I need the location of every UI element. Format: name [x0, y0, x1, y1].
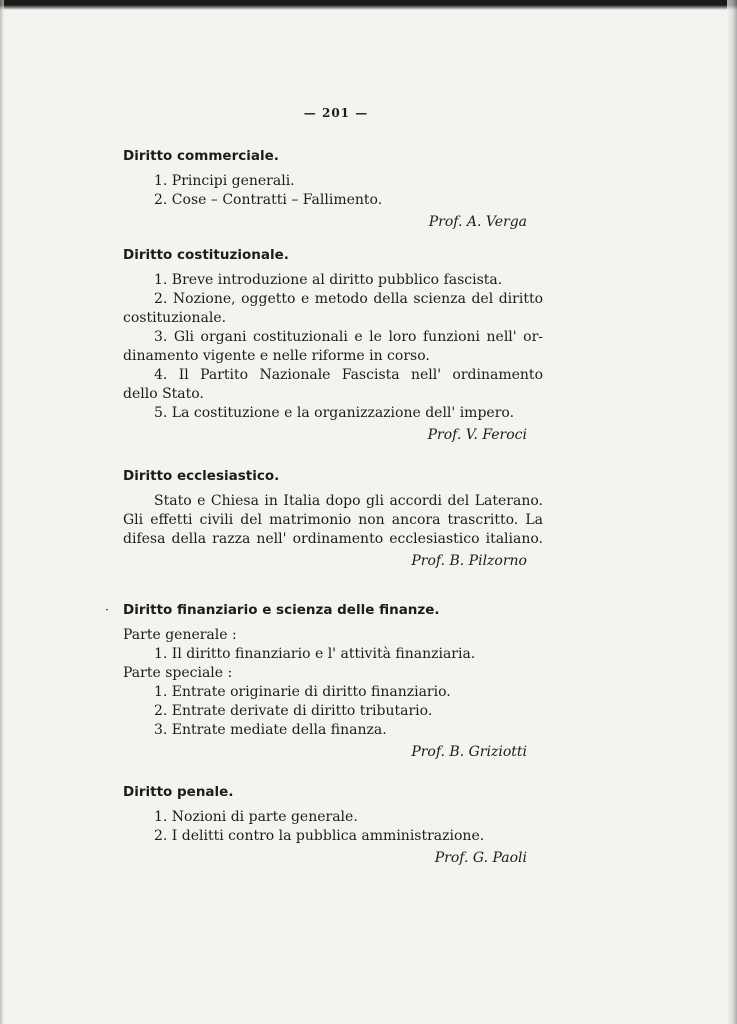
text-line: 1. Il diritto finanziario e l' attività finanziaria.	[154, 646, 476, 662]
text-line: dinamento vigente e nelle riforme in corso.	[123, 348, 430, 364]
professor-name: Prof. B. Pilzorno	[411, 553, 527, 569]
text-line: dello Stato.	[123, 386, 204, 402]
section-diritto-commerciale	[123, 146, 543, 232]
text-line: Parte generale :	[123, 627, 237, 643]
section-heading: Diritto commerciale.	[123, 148, 279, 164]
stray-dot: ·	[105, 603, 109, 617]
text-line: 3. Gli organi costituzionali e le loro funzioni nell' or-	[154, 329, 543, 345]
section-heading: Diritto costituzionale.	[123, 247, 289, 263]
text-line: 1. Principi generali.	[154, 173, 295, 189]
professor-name: Prof. V. Feroci	[427, 427, 527, 443]
text-line: Stato e Chiesa in Italia dopo gli accordi del Laterano.	[154, 493, 543, 509]
professor-name: Prof. G. Paoli	[434, 850, 527, 866]
section-heading: Diritto finanziario e scienza delle finanze.	[123, 602, 440, 618]
professor-name: Prof. A. Verga	[428, 214, 527, 230]
section-heading: Diritto penale.	[123, 784, 234, 800]
professor-name: Prof. B. Griziotti	[411, 744, 527, 760]
page-number: — 201 —	[303, 106, 369, 120]
text-line: 1. Entrate originarie di diritto finanziario.	[154, 684, 451, 700]
text-line: Gli effetti civili del matrimonio non ancora trascritto. La	[123, 512, 543, 528]
section-diritto-costituzionale	[123, 245, 543, 445]
text-line: 2. I delitti contro la pubblica amministrazione.	[154, 828, 485, 844]
section-heading: Diritto ecclesiastico.	[123, 468, 280, 484]
section-diritto-finanziario	[123, 600, 543, 762]
text-line: 2. Cose – Contratti – Fallimento.	[154, 192, 383, 208]
section-diritto-penale	[123, 782, 543, 868]
text-line: costituzionale.	[123, 310, 227, 326]
text-line: 1. Breve introduzione al diritto pubblico fascista.	[154, 272, 503, 288]
section-diritto-ecclesiastico	[123, 466, 543, 571]
text-line: 4. Il Partito Nazionale Fascista nell' ordinamento	[154, 367, 543, 383]
text-line: 1. Nozioni di parte generale.	[154, 809, 358, 825]
text-line: 2. Nozione, oggetto e metodo della scienza del diritto	[154, 291, 543, 307]
text-line: 2. Entrate derivate di diritto tributario.	[154, 703, 433, 719]
scan-right-edge	[727, 0, 737, 1024]
scan-top-edge	[0, 0, 737, 10]
text-line: difesa della razza nell' ordinamento ecclesiastico italiano.	[123, 531, 543, 547]
text-line: 3. Entrate mediate della finanza.	[154, 722, 387, 738]
scan-left-edge	[0, 0, 4, 1024]
text-line: 5. La costituzione e la organizzazione dell' impero.	[154, 405, 515, 421]
text-line: Parte speciale :	[123, 665, 233, 681]
